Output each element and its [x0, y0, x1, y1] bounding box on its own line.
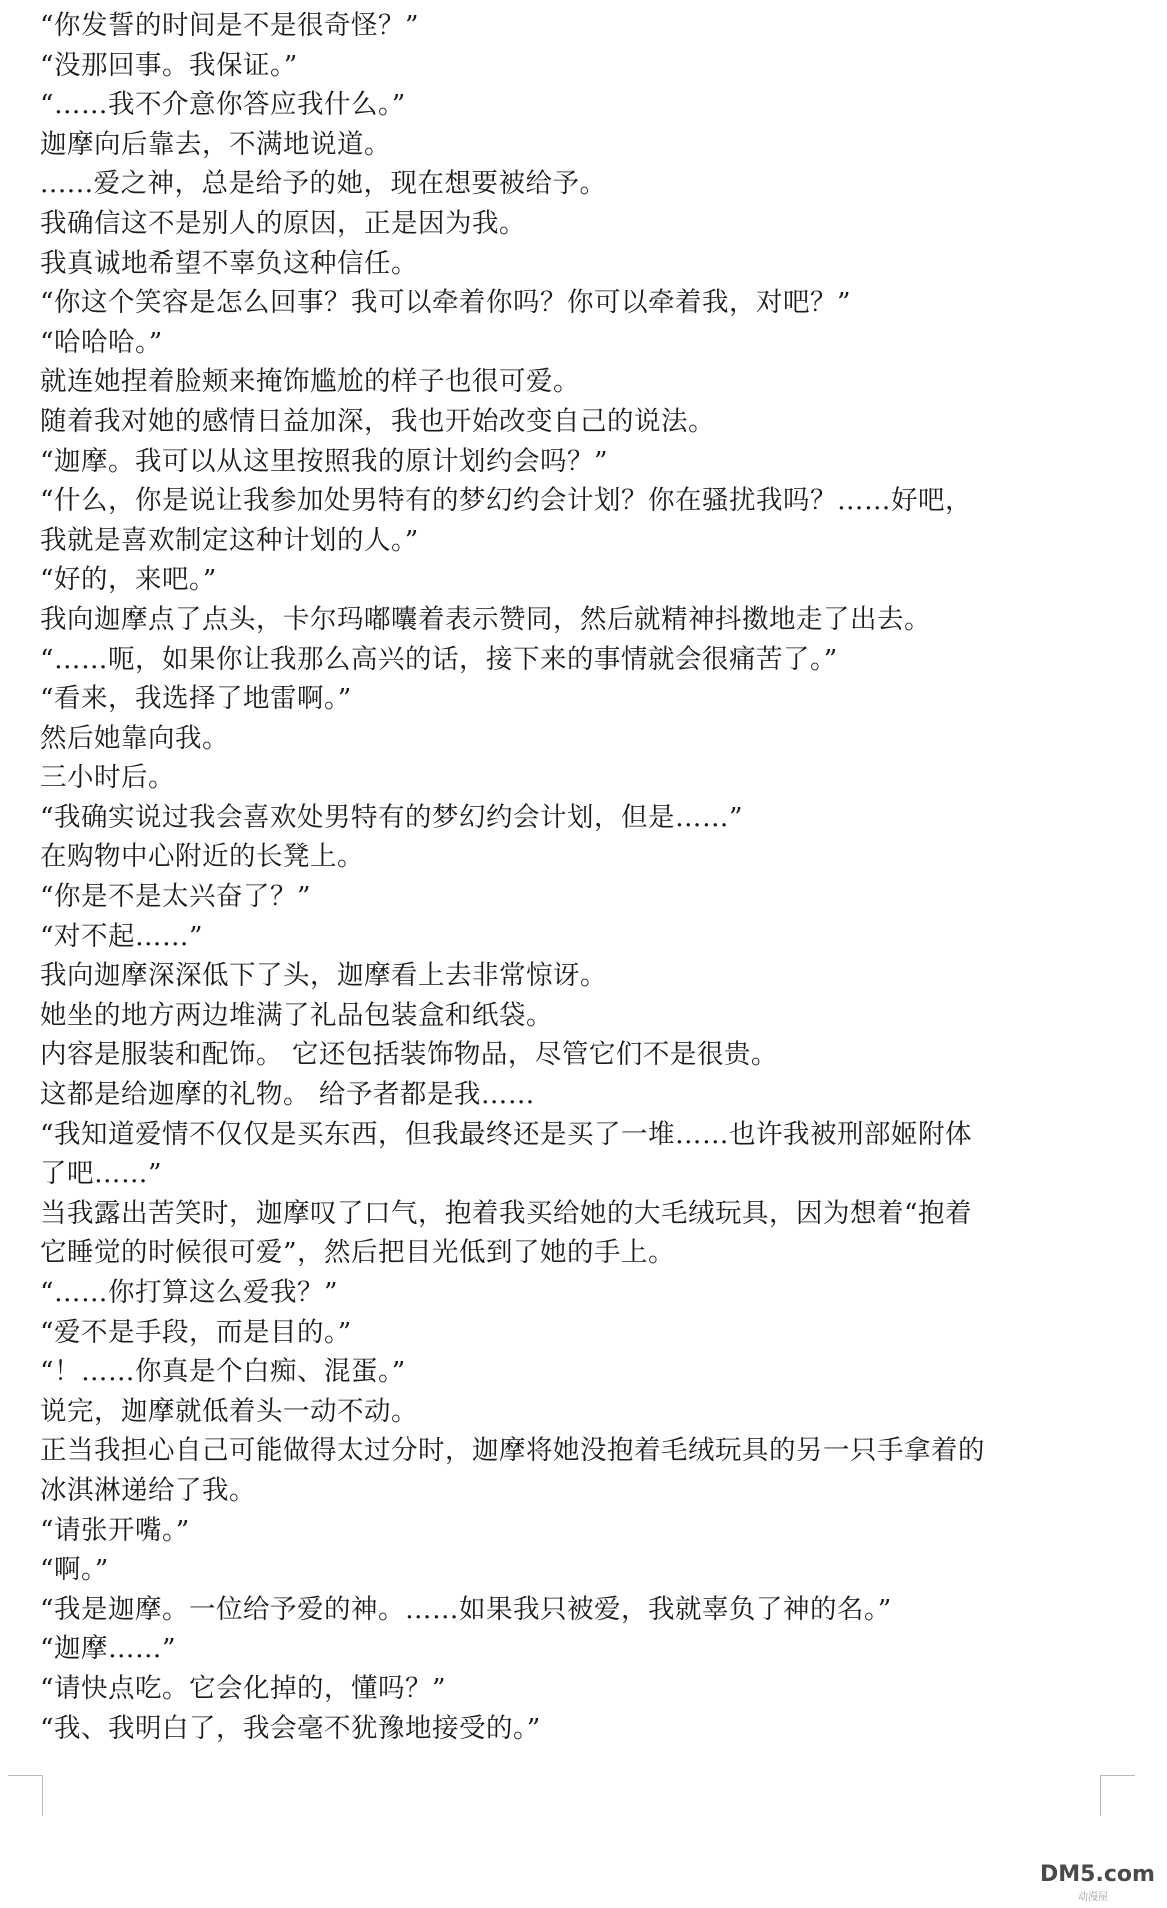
crop-mark-left [8, 1775, 43, 1816]
text-line: “请快点吃。它会化掉的，懂吗？” [40, 1672, 447, 1704]
text-line: “我知道爱情不仅仅是买东西，但我最终还是买了一堆……也许我被刑部姬附体 [40, 1118, 973, 1150]
text-line: “对不起……” [40, 920, 204, 952]
text-line: 我向迦摩点了点头，卡尔玛嘟囔着表示赞同，然后就精神抖擞地走了出去。 [40, 603, 931, 635]
text-line: 当我露出苦笑时，迦摩叹了口气，抱着我买给她的大毛绒玩具，因为想着“抱着 [40, 1197, 973, 1229]
text-line: “！……你真是个白痴、混蛋。” [40, 1356, 406, 1388]
crop-mark-right [1100, 1775, 1135, 1816]
text-line: 它睡觉的时候很可爱”，然后把目光低到了她的手上。 [40, 1237, 676, 1269]
text-line: “……呃，如果你让我那么高兴的话，接下来的事情就会很痛苦了。” [40, 643, 838, 675]
watermark [1040, 1862, 1160, 1902]
text-line: “迦摩……” [40, 1633, 177, 1665]
watermark-logo: DM5.com [1040, 1862, 1155, 1887]
text-line: 随着我对她的感情日益加深，我也开始改变自己的说法。 [40, 405, 715, 437]
text-line: 在购物中心附近的长凳上。 [40, 841, 364, 873]
text-line: 我真诚地希望不辜负这种信任。 [40, 247, 418, 279]
text-line: 她坐的地方两边堆满了礼品包装盒和纸袋。 [40, 999, 553, 1031]
text-line: “迦摩。我可以从这里按照我的原计划约会吗？” [40, 445, 609, 477]
text-line: “什么，你是说让我参加处男特有的梦幻约会计划？你在骚扰我吗？……好吧， [40, 485, 973, 517]
text-line: “我、我明白了，我会毫不犹豫地接受的。” [40, 1712, 541, 1744]
text-line: “我是迦摩。一位给予爱的神。……如果我只被爱，我就辜负了神的名。” [40, 1593, 892, 1625]
text-line: “好的，来吧。” [40, 564, 217, 596]
text-line: “看来，我选择了地雷啊。” [40, 683, 352, 715]
text-line: 正当我担心自己可能做得太过分时，迦摩将她没抱着毛绒玩具的另一只手拿着的 [40, 1435, 985, 1467]
text-line: “哈哈哈。” [40, 326, 163, 358]
text-line: “你发誓的时间是不是很奇怪？” [40, 10, 420, 41]
text-line: “爱不是手段，而是目的。” [40, 1316, 352, 1348]
text-line: “……我不介意你答应我什么。” [40, 89, 406, 121]
text-line: 迦摩向后靠去，不满地说道。 [40, 128, 391, 160]
text-line: “你这个笑容是怎么回事？我可以牵着你吗？你可以牵着我，对吧？” [40, 287, 852, 319]
document-text-body [40, 6, 1120, 1748]
watermark-subtext: 动漫屋 [1078, 1892, 1108, 1903]
text-line: “啊。” [40, 1554, 109, 1586]
text-line: 我向迦摩深深低下了头，迦摩看上去非常惊讶。 [40, 960, 607, 992]
text-line: 冰淇淋递给了我。 [40, 1474, 256, 1506]
text-line: ......爱之神，总是给予的她，现在想要被给予。 [40, 168, 607, 200]
text-line: 我就是喜欢制定这种计划的人。” [40, 524, 419, 556]
text-line: “你是不是太兴奋了？” [40, 881, 312, 913]
text-line: 就连她捏着脸颊来掩饰尴尬的样子也很可爱。 [40, 366, 580, 398]
text-line: “我确实说过我会喜欢处男特有的梦幻约会计划，但是……” [40, 801, 744, 833]
text-line: “……你打算这么爱我？” [40, 1277, 339, 1308]
text-line: 这都是给迦摩的礼物。 给予者都是我…… [40, 1079, 535, 1111]
text-line: 了吧……” [40, 1158, 163, 1190]
text-line: “请张开嘴。” [40, 1514, 190, 1546]
text-line: 说完，迦摩就低着头一动不动。 [40, 1395, 418, 1427]
text-line: 内容是服装和配饰。 它还包括装饰物品，尽管它们不是很贵。 [40, 1039, 778, 1071]
text-line: “没那回事。我保证。” [40, 49, 298, 81]
text-line: 三小时后。 [40, 762, 175, 794]
text-line: 然后她靠向我。 [40, 722, 229, 754]
text-line: 我确信这不是别人的原因，正是因为我。 [40, 207, 526, 239]
